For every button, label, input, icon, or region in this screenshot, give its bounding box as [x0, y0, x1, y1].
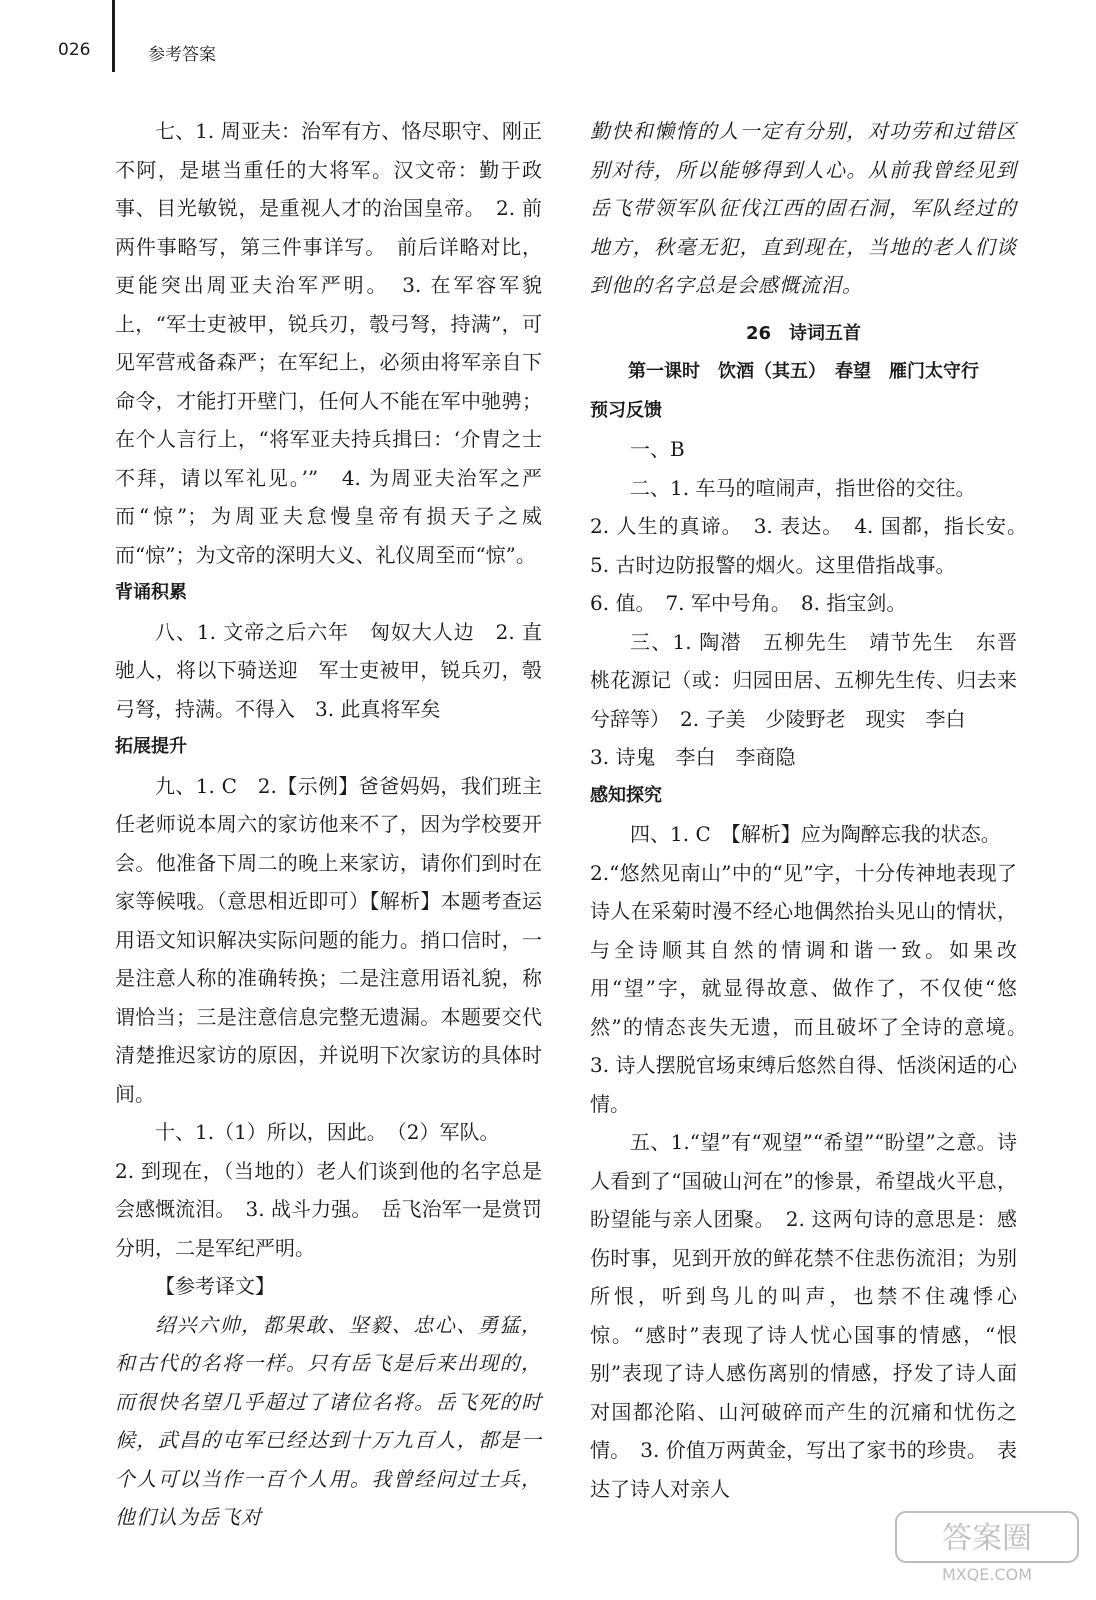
- translation-paragraph: 绍兴六帅，都果敢、坚毅、忠心、勇猛，和古代的名将一样。只有岳飞是后来出现的，而很快名望几乎超过了诸位名将。岳飞死的时候，武昌的屯军已经达到十万九百人，都是一个人可以当作一百个人用。我曾经问过士兵，他们认为岳飞对: [115, 1312, 542, 1529]
- translation-paragraph: 勤快和懒惰的人一定有分别，对功劳和过错区别对待，所以能够得到人心。从前我曾经见到岳飞带领军队征伐江西的固石洞，军队经过的地方，秋毫无犯，直到现在，当地的老人们谈到他的名字总是会感慨流泪。: [590, 119, 1017, 297]
- answer-paragraph: 【参考译文】: [155, 1274, 275, 1298]
- watermark-text: 答案圈: [942, 1521, 1032, 1556]
- answer-paragraph: 2. 到现在，（当地的）老人们谈到他的名字总是会感慨流泪。 3. 战斗力强。 岳飞治军一是赏罚分明，二是军纪严明。: [115, 1158, 542, 1260]
- watermark-subtext: MXQE.COM: [941, 1565, 1033, 1584]
- section-heading: 感知探究: [590, 784, 662, 806]
- lesson-title: 26 诗词五首: [745, 322, 862, 344]
- header-divider: [112, 0, 115, 72]
- answer-paragraph: 6. 值。 7. 军中号角。 8. 指宝剑。: [590, 591, 907, 615]
- lesson-title: 第一课时 饮酒（其五） 春望 雁门太守行: [628, 361, 979, 382]
- answer-paragraph: 二、1. 车马的喧闹声，指世俗的交往。: [630, 475, 976, 500]
- answer-paragraph: 十、1.（1）所以，因此。 （2）军队。: [155, 1120, 500, 1144]
- answer-paragraph: 七、1. 周亚夫：治军有方、恪尽职守、刚正不阿，是堪当重任的大将军。汉文帝：勤于政事、目光敏锐，是重视人才的治国皇帝。 2. 前两件事略写，第三件事详写。 前后详略对比，更能突出周亚夫治军严明。 3. 在军容军貌上，“军士吏被甲，锐兵刃，彀弓弩，持满”，可见军营戒备森严；在军纪上，必须由将军亲自下命令，才能打开壁门，任何人不能在军中驰骋；在个人言行上，“将军亚夫持兵揖曰：‘介胄之士不拜，请以军礼见。’” 4. 为周亚夫治军之严而“惊”；为周亚夫怠慢皇帝有损天子之威而“惊”；为文帝的深明大义、礼仪周至而“惊”。: [115, 119, 542, 567]
- answer-paragraph: 3. 诗鬼 李白 李商隐: [590, 745, 796, 769]
- answer-paragraph: 2.“悠然见南山”中的“见”字，十分传神地表现了诗人在采菊时漫不经心地偶然抬头见山的情状，与全诗顺其自然的情调和谐一致。如果改用“望”字，就显得故意、做作了，不仅使“悠然”的情态丧失无遗，而且破坏了全诗的意境。 3. 诗人摆脱官场束缚后悠然自得、恬淡闲适的心情。: [590, 860, 1037, 1116]
- page-header-title: 参考答案: [148, 45, 216, 65]
- watermark-logo: [892, 1506, 1082, 1586]
- answer-paragraph: 一、B: [630, 437, 685, 461]
- section-heading: 拓展提升: [115, 736, 187, 757]
- right-column: [590, 112, 1037, 1508]
- left-column: [115, 112, 542, 1537]
- answer-paragraph: 2. 人生的真谛。 3. 表达。 4. 国都，指长安。 5. 古时边防报警的烟火。这里借指战事。: [590, 514, 1037, 577]
- answer-paragraph: 八、1. 文帝之后六年 匈奴大人边 2. 直驰人，将以下骑送迎 军士吏被甲，锐兵刃，彀弓弩，持满。不得入 3. 此真将军矣: [115, 619, 542, 721]
- section-heading: 背诵积累: [115, 582, 187, 603]
- answer-paragraph: 九、1. C 2.【示例】爸爸妈妈，我们班主任老师说本周六的家访他来不了，因为学校要开会。他准备下周二的晚上来家访，请你们到时在家等候哦。（意思相近即可）【解析】本题考查运用语文知识解决实际问题的能力。捎口信时，一是注意人称的准确转换；二是注意用语礼貌，称谓恰当；三是注意信息完整无遗漏。本题要交代清楚推迟家访的原因，并说明下次家访的具体时间。: [115, 773, 542, 1106]
- page-number: 026: [58, 40, 91, 60]
- answer-paragraph: 三、1. 陶潜 五柳先生 靖节先生 东晋 桃花源记（或：归园田居、五柳先生传、归去来兮辞等） 2. 子美 少陵野老 现实 李白: [590, 629, 1037, 731]
- section-heading: 预习反馈: [590, 399, 662, 421]
- answer-paragraph: 五、1.“望”有“观望”“希望”“盼望”之意。诗人看到了“国破山河在”的惨景，希望战火平息，盼望能与亲人团聚。 2. 这两句诗的意思是：感伤时事，见到开放的鲜花禁不住悲伤流泪；为别所恨，听到鸟儿的叫声，也禁不住魂悸心惊。“感时”表现了诗人忧心国事的情感，“恨别”表现了诗人感伤离别的情感，抒发了诗人面对国都沦陷、山河破碎而产生的沉痛和忧伤之情。 3. 价值万两黄金，写出了家书的珍贵。 表达了诗人对亲人: [590, 1130, 1017, 1501]
- answer-paragraph: 四、1. C 【解析】应为陶醉忘我的状态。: [630, 822, 1001, 846]
